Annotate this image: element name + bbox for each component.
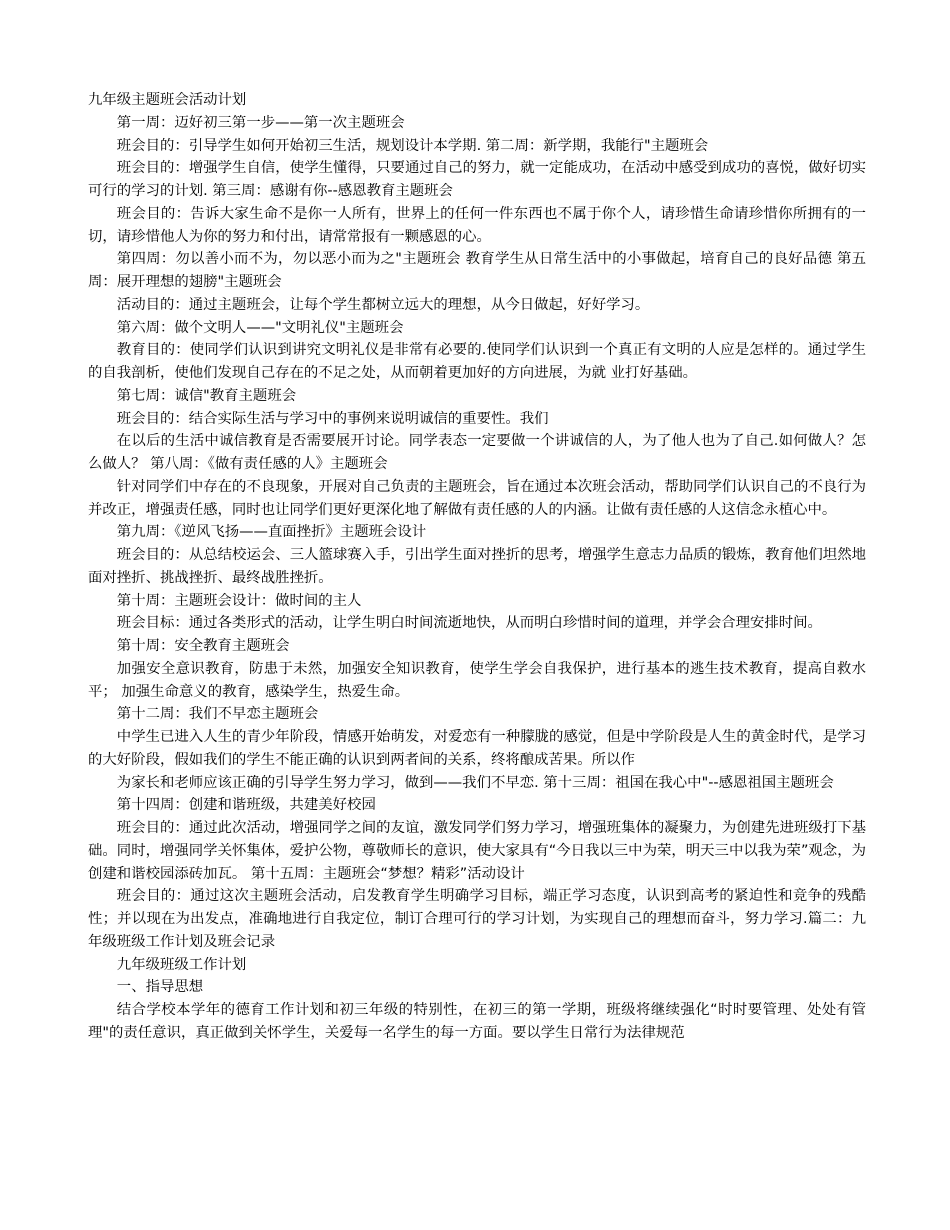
paragraph: 中学生已进入人生的青少年阶段，情感开始萌发，对爱恋有一种朦胧的感觉，但是中学阶段是人生的黄金时代，是学习的大好阶段，假如我们的学生不能正确的认识到两者间的关系，终将酿成苦果。所以作 (88, 729, 866, 768)
paragraph: 班会目的：告诉大家生命不是你一人所有，世界上的任何一件东西也不属于你个人，请珍惜生命请珍惜你所拥有的一切，请珍惜他人为你的努力和付出，请常常报有一颗感恩的心。 (88, 205, 866, 245)
document-title: 九年级主题班会活动计划 (88, 92, 247, 108)
paragraph: 第十周：安全教育主题班会 (116, 638, 290, 654)
paragraph: 第十二周：我们不早恋主题班会 (116, 706, 319, 723)
paragraph: 加强安全意识教育，防患于未然，加强安全知识教育，使学生学会自我保护，进行基本的逃生技术教育，提高自救水平； 加强生命意义的教育，感染学生，热爱生命。 (88, 660, 866, 700)
paragraph: 第六周：做个文明人——"文明礼仪"主题班会 (116, 319, 404, 336)
paragraph: 班会目的：引导学生如何开始初三生活，规划设计本学期. 第二周：新学期，我能行"主题班会 (116, 137, 709, 154)
paragraph: 班会目的：结合实际生活与学习中的事例来说明诚信的重要性。我们 (116, 410, 549, 427)
paragraph: 班会目的：增强学生自信，使学生懂得，只要通过自己的努力，就一定能成功，在活动中感受到成功的喜悦，做好切实可行的学习的计划. 第三周：感谢有你--感恩教育主题班会 (88, 160, 866, 199)
paragraph: 结合学校本学年的德育工作计划和初三年级的特别性，在初三的第一学期，班级将继续强化“时时要管理、处处有管理"的责任意识，真正做到关怀学生，关爱每一名学生的每一方面。要以学生日常行为法律规范 (88, 1002, 866, 1041)
paragraph: 活动目的：通过主题班会，让每个学生都树立远大的理想，从今日做起，好好学习。 (116, 296, 650, 313)
paragraph: 第十周：主题班会设计：做时间的主人 (116, 592, 362, 609)
paragraph: 针对同学们中存在的不良现象，开展对自己负责的主题班会，旨在通过本次班会活动，帮助同学们认识自己的不良行为并改正，增强责任感，同时也让同学们更好更深化地了解做有责任感的人的内涵。让做有责任感的人这信念永植心中。 (88, 478, 866, 518)
paragraph: 第一周：迈好初三第一步——第一次主题班会 (116, 114, 405, 131)
section-title: 九年级班级工作计划 (116, 956, 247, 973)
paragraph: 班会目的：通过此次活动，增强同学之间的友谊，激发同学们努力学习，增强班集体的凝聚力，为创建先进班级打下基础。同时，增强同学关怀集体，爱护公物，尊敬师长的意识，使大家具有“今日我以三中为荣，明天三中以我为荣”观念，为创建和谐校园添砖加瓦。 第十五周：主题班会“梦想？精彩”活动设计 (88, 820, 866, 882)
section-heading: 一、指导思想 (116, 979, 204, 996)
paragraph: 在以后的生活中诚信教育是否需要展开讨论。同学表态一定要做一个讲诚信的人，为了他人也为了自己.如何做人？怎么做人？ 第八周：《做有责任感的人》主题班会 (88, 433, 866, 472)
paragraph: 第七周：诚信"教育主题班会 (116, 387, 297, 404)
paragraph: 为家长和老师应该正确的引导学生努力学习，做到——我们不早恋. 第十三周：祖国在我心中"--感恩祖国主题班会 (116, 774, 834, 791)
paragraph: 班会目标：通过各类形式的活动，让学生明白时间流逝地快，从而明白珍惜时间的道理，并学会合理安排时间。 (116, 615, 822, 632)
document-body (88, 89, 866, 1045)
paragraph: 班会目的：通过这次主题班会活动，启发教育学生明确学习目标，端正学习态度，认识到高考的紧迫性和竞争的残酷性；并以现在为出发点，准确地进行自我定位，制订合理可行的学习计划，为实现自己的理想而奋斗，努力学习.篇二：九年级班级工作计划及班会记录 (88, 888, 866, 950)
paragraph: 班会目的：从总结校运会、三人篮球赛入手，引出学生面对挫折的思考，增强学生意志力品质的锻炼，教育他们坦然地面对挫折、挑战挫折、最终战胜挫折。 (88, 547, 866, 586)
paragraph: 第四周：勿以善小而不为，勿以恶小而为之"主题班会 教育学生从日常生活中的小事做起，培育自己的良好品德 第五周：展开理想的翅膀"主题班会 (88, 251, 866, 290)
paragraph: 教育目的：使同学们认识到讲究文明礼仪是非常有必要的.使同学们认识到一个真正有文明的人应是怎样的。通过学生的自我剖析，使他们发现自己存在的不足之处，从而朝着更加好的方向进展，为就 业打好基础。 (88, 342, 866, 381)
paragraph: 第九周：《逆风飞扬——直面挫折》主题班会设计 (116, 524, 427, 541)
paragraph: 第十四周：创建和谐班级，共建美好校园 (116, 797, 376, 814)
